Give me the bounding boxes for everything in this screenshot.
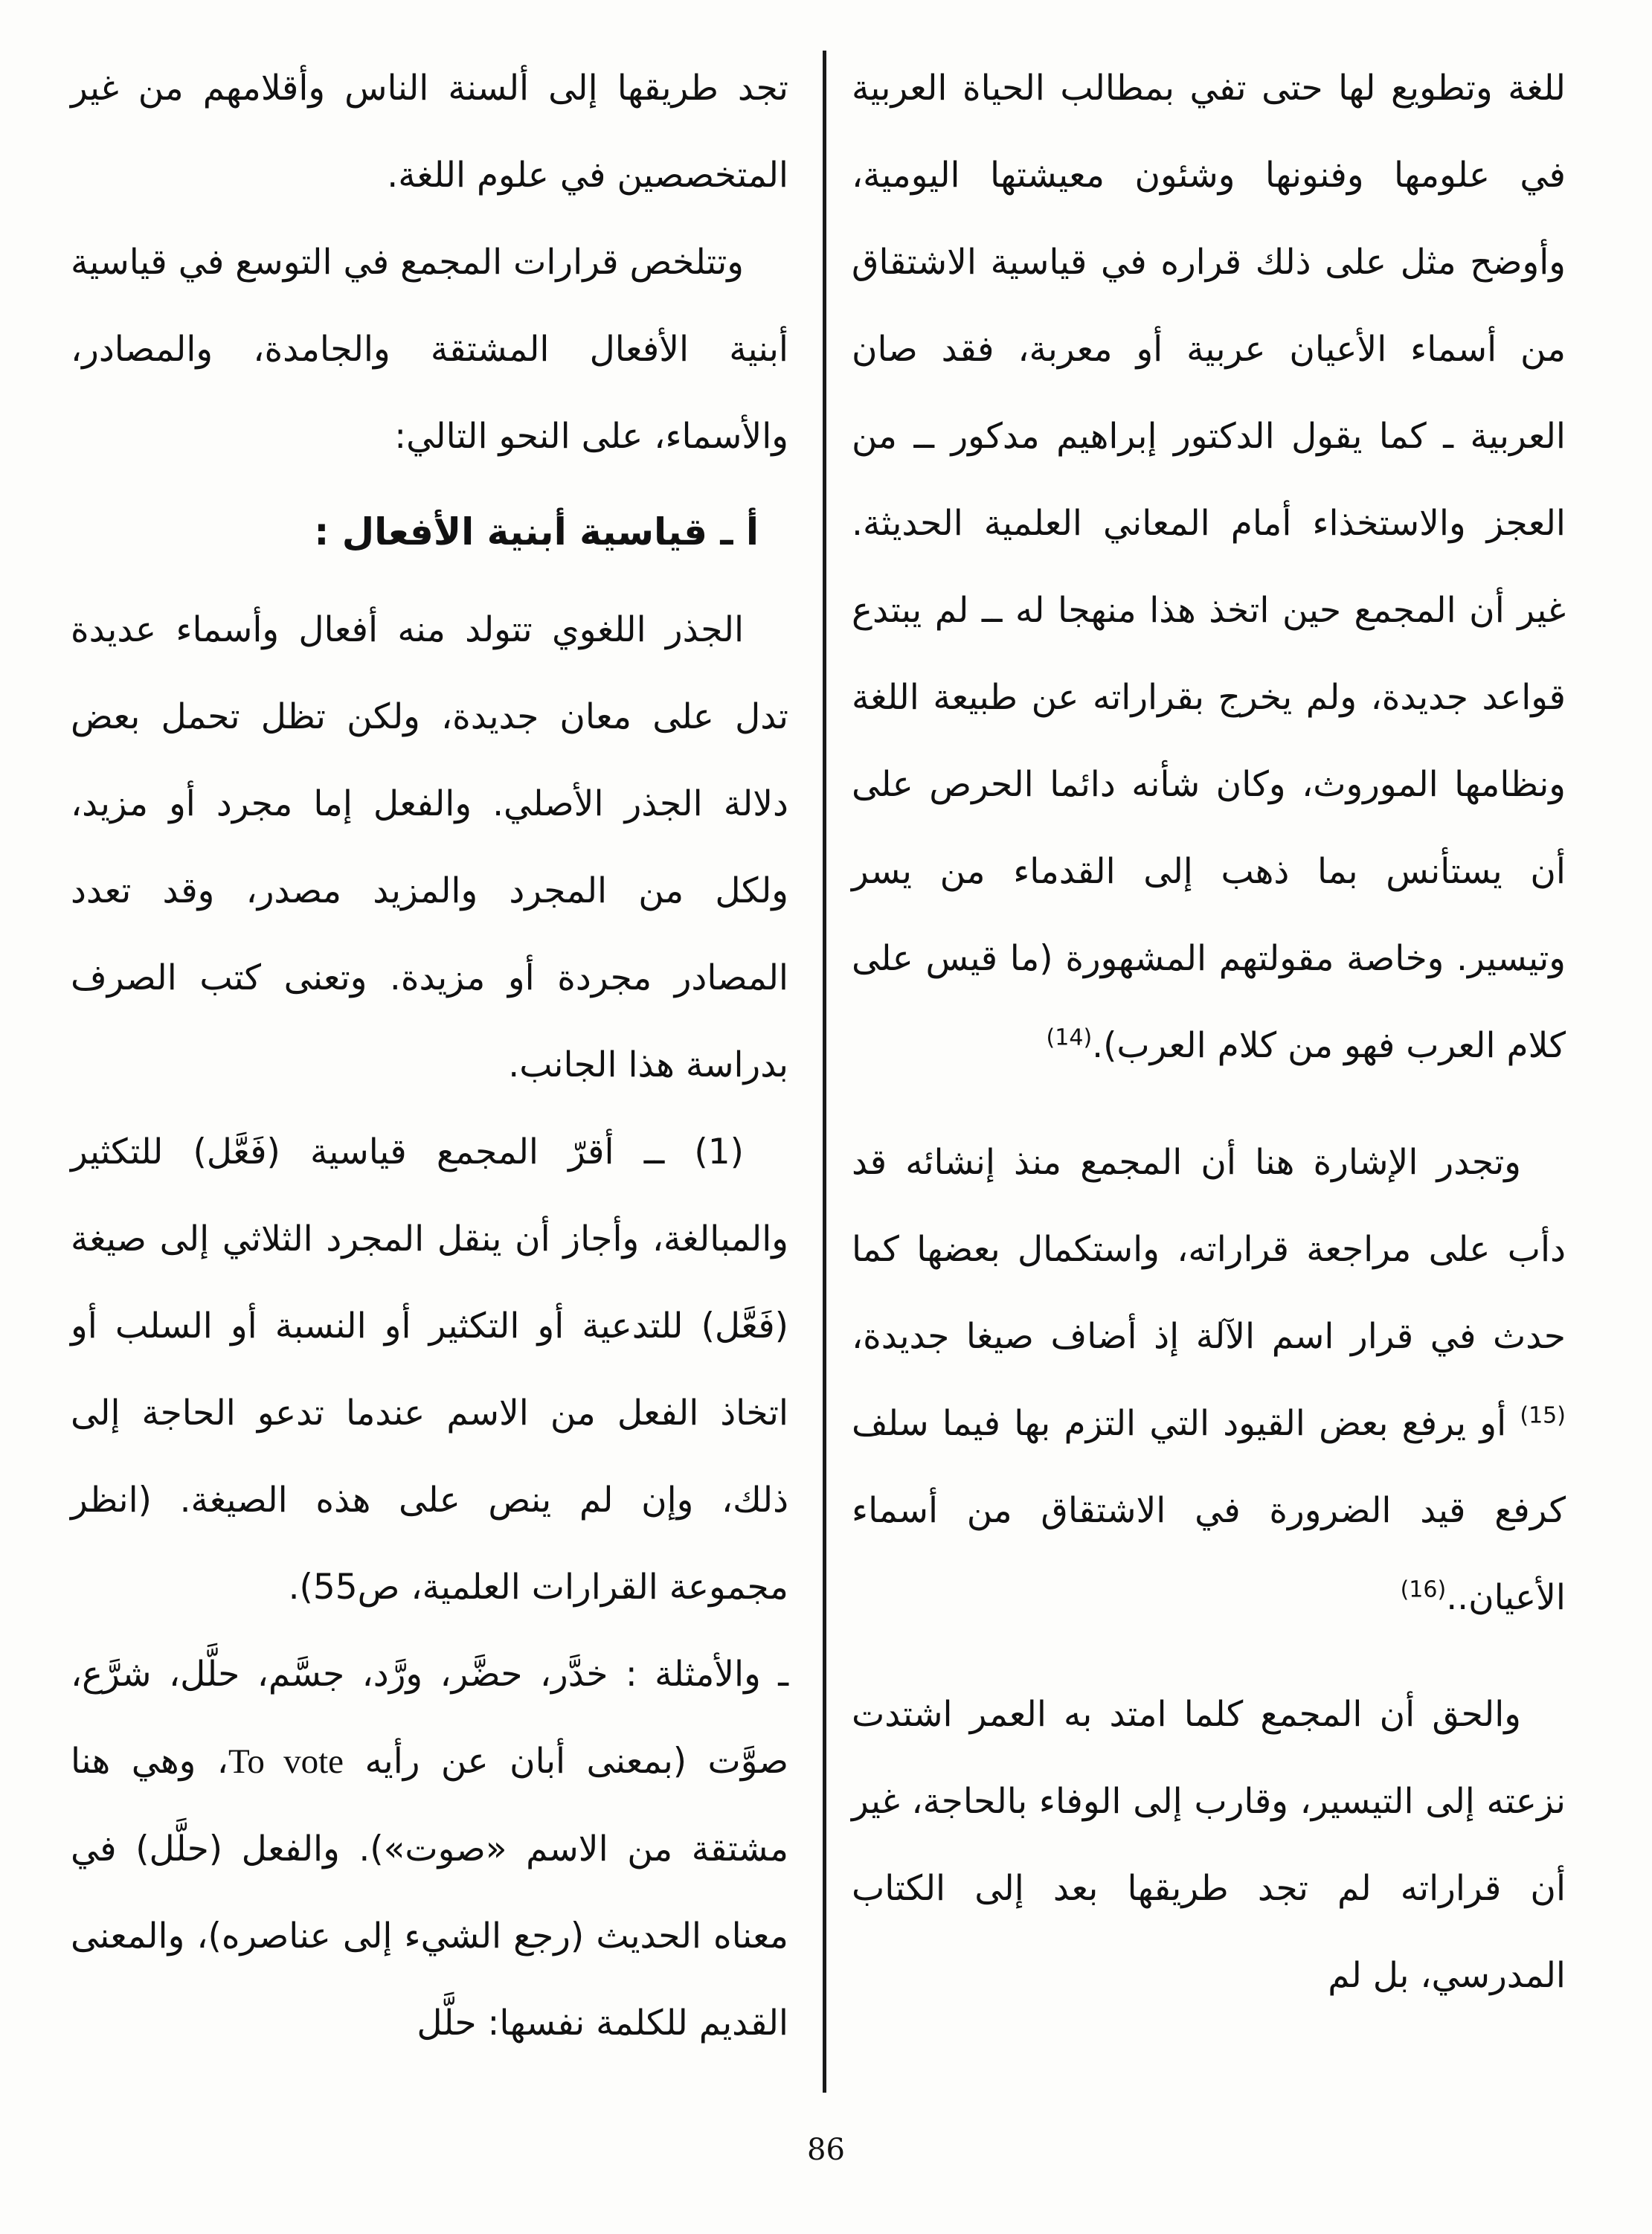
paragraph [852, 45, 1566, 1089]
paragraph [71, 1631, 788, 2067]
footnote-ref: (15) [1520, 1402, 1566, 1429]
right-column [852, 45, 1566, 2019]
latin-term: To vote [228, 1742, 344, 1781]
paragraph-text: ـ والأمثلة : خدَّر، حضَّر، ورَّد، جسَّم، حلَّل، شرَّع، صوَّت (بمعنى أبان عن رأيه [71, 1654, 788, 1782]
paragraph: تجد طريقها إلى ألسنة الناس وأقلامهم من غير المتخصصين في علوم اللغة. [71, 68, 788, 196]
paragraph [852, 1119, 1566, 1641]
footnote-ref: (14) [1046, 1024, 1093, 1051]
column-divider [823, 51, 826, 2093]
page-number: 86 [807, 2133, 845, 2167]
paragraph-text: ، وهي هنا مشتقة من الاسم «صوت»). والفعل (حلَّل) في معناه الحديث (رجع الشيء إلى عناصره)، والمعنى القديم للكلمة نفسها: حلَّل [71, 1741, 788, 2044]
paragraph-text: للغة وتطويع لها حتى تفي بمطالب الحياة العربية في علومها وفنونها وشئون معيشتها اليومية، وأوضح مثل على ذلك قراره في قياسية الاشتقاق من أسماء الأعيان عربية أو معربة، فقد صان العربية ـ كما يقول الدكتور إبراهيم مدكور ــ من العجز والاستخذاء أمام المعاني العلمية الحديثة. غير أن المجمع حين اتخذ هذا منهجا له ــ لم يبتدع قواعد جديدة، ولم يخرج بقراراته عن طبيعة اللغة ونظامها الموروث، وكان شأنه دائما الحرص على أن يستأنس بما ذهب إلى القدماء من يسر وتيسير. وخاصة مقولتهم المشهورة (ما قيس على كلام العرب فهو من كلام العرب). [852, 68, 1566, 1066]
paragraph: والحق أن المجمع كلما امتد به العمر اشتدت نزعته إلى التيسير، وقارب إلى الوفاء بالحاجة، غير أن قراراته لم تجد طريقها بعد إلى الكتاب المدرسي، بل لم [852, 1694, 1566, 1996]
paragraph: (1) ــ أقرّ المجمع قياسية (فَعَّل) للتكثير والمبالغة، وأجاز أن ينقل المجرد الثلاثي إلى صيغة (فَعَّل) للتدعية أو التكثير أو النسبة أو السلب أو اتخاذ الفعل من الاسم عندما تدعو الحاجة إلى ذلك، وإن لم ينص على هذه الصيغة. (انظر مجموعة القرارات العلمية، ص55). [71, 1132, 788, 1608]
paragraph: وتتلخص قرارات المجمع في التوسع في قياسية أبنية الأفعال المشتقة والجامدة، والمصادر، والأسماء، على النحو التالي: [71, 242, 788, 457]
paragraph-text: وتجدر الإشارة هنا أن المجمع منذ إنشائه قد دأب على مراجعة قراراته، واستكمال بعضها كما حدث في قرار اسم الآلة إذ أضاف صيغا جديدة، [852, 1142, 1566, 1357]
paragraph: الجذر اللغوي تتولد منه أفعال وأسماء عديدة تدل على معان جديدة، ولكن تظل تحمل بعض دلالة الجذر الأصلي. والفعل إما مجرد أو مزيد، ولكل من المجرد والمزيد مصدر، وقد تعدد المصادر مجردة أو مزيدة. وتعنى كتب الصرف بدراسة هذا الجانب. [71, 609, 788, 1085]
paragraph-text: أو يرفع بعض القيود التي التزم بها فيما سلف كرفع قيد الضرورة في الاشتقاق من أسماء الأعيان.. [852, 1403, 1566, 1618]
footnote-ref: (16) [1400, 1576, 1447, 1603]
left-column [71, 45, 788, 2067]
section-heading: أ ـ قياسية أبنية الأفعال : [314, 510, 759, 553]
